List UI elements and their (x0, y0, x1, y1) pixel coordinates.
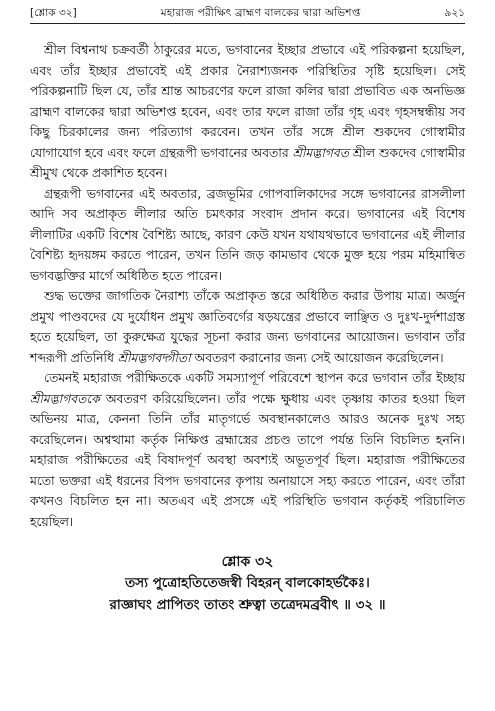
running-title: মহারাজ পরীক্ষিৎ ব্রাহ্মণ বালকের দ্বারা অভিশপ্ত (160, 7, 361, 19)
verse-title: শ্লোক ৩২ (221, 554, 274, 570)
verse-block (30, 552, 465, 616)
scripture-title: শ্রীমদ্ভাগবতকে (30, 391, 100, 406)
page-number: ৯২১ (444, 7, 465, 19)
paragraph: তেমনই মহারাজ পরীক্ষিতকে একটি সমস্যাপূর্ণ পরিবেশে স্থাপন করে ভগবান তাঁর ইচ্ছায় শ্রীমদ্ভাগবতকে অবতরণ করিয়েছিলেন। তাঁর পক্ষে ক্ষুধায় এবং তৃষ্ণায় কাতর হওয়া ছিল অভিনয় মাত্র, কেননা তিনি তাঁর মাতৃগর্ভে অবস্থানকালেও আরও অনেক দুঃখ সহ্য করেছিলেন। অশ্বত্থামা কর্তৃক নিক্ষিপ্ত ব্রহ্মাস্ত্রের প্রচণ্ড তাপে পর্যন্ত তিনি বিচলিত হননি। মহারাজ পরীক্ষিতের এই বিষাদপূর্ণ অবস্থা অবশ্যই অভূতপূর্ব ছিল। মহারাজ পরীক্ষিতের মতো ভক্তরা এই ধরনের বিপদ ভগবানের কৃপায় অনায়াসে সহ্য করতে পারেন, এবং তাঁরা কখনও বিচলিত হন না। অতএব এই প্রসঙ্গে এই পরিস্থিতি ভগবান কর্তৃকই পরিচালিত হয়েছিল। (30, 371, 465, 529)
purport-text (30, 40, 465, 532)
verse-line: তস্য পুত্রোহতিতেজস্বী বিহরন্ বালকোহর্ভকৈঃ। (125, 575, 370, 591)
paragraph: গ্রন্থরূপী ভগবানের এই অবতার, ব্রজভূমির গোপবালিকাদের সঙ্গে ভগবানের রাসলীলা আদি সব অপ্রাকৃত লীলার অতি চমৎকার সংবাদ প্রদান করে। ভগবানের এই বিশেষ লীলাটির একটি বিশেষ বৈশিষ্ট্য আছে, কারণ কেউ যখন যথাযথভাবে ভগবানের এই লীলার বৈশিষ্ট্য হৃদয়ঙ্গম করতে পারেন, তখন তিনি জড় কামভাব থেকে মুক্ত হয়ে পরম মহিমান্বিত ভগবদ্ভক্তির মার্গে অধিষ্ঠিত হতে পারেন। (30, 186, 465, 283)
page-header (30, 6, 465, 24)
paragraph: শুদ্ধ ভক্তের জাগতিক নৈরাশ্য তাঁকে অপ্রাকৃত স্তরে অধিষ্ঠিত করার উপায় মাত্র। অর্জুন প্রমুখ পাণ্ডবদের যে দুর্যোধন প্রমুখ জ্ঞাতিবর্গের ষড়যন্ত্রের প্রভাবে লাঞ্ছিত ও দুঃখ-দুর্দশাগ্রস্ত হতে হয়েছিল, তা কুরুক্ষেত্র যুদ্ধের সূচনা করার জন্য ভগবানের আয়োজন। ভগবান তাঁর শব্দরূপী প্রতিনিধি শ্রীমদ্ভগবদ্গীতা অবতরণ করানোর জন্য সেই আয়োজন করেছিলেন। (30, 289, 465, 365)
scripture-title: শ্রীমদ্ভগবদ্গীতা (117, 350, 191, 365)
paragraph: শ্রীল বিশ্বনাথ চক্রবর্তী ঠাকুরের মতে, ভগবানের ইচ্ছার প্রভাবে এই পরিকল্পনা হয়েছিল, এবং তাঁর ইচ্ছার প্রভাবেই এই প্রকার নৈরাশ্যজনক পরিস্থিতির সৃষ্টি হয়েছিল। সেই পরিকল্পনাটি ছিল যে, তাঁর শ্রান্ত আচরণের ফলে রাজা কলির দ্বারা প্রভাবিত এক অনভিজ্ঞ ব্রাহ্মণ বালকের দ্বারা অভিশপ্ত হবেন, এবং তার ফলে রাজা তাঁর গৃহ এবং গৃহসম্বন্ধীয় সব কিছু চিরকালের জন্য পরিত্যাগ করবেন। তখন তাঁর সঙ্গে শ্রীল শুকদেব গোস্বামীর যোগাযোগ হবে এবং ফলে গ্রন্থরূপী ভগবানের অবতার শ্রীমদ্ভাগবত শ্রীল শুকদেব গোস্বামীর শ্রীমুখ থেকে প্রকাশিত হবেন। (30, 43, 466, 180)
verse-line: রাজ্ঞাঘং প্রাপিতং তাতং শ্রুত্বা তত্রেদমব্রবীৎ ॥ ৩২ ॥ (109, 597, 386, 613)
scripture-title: শ্রীমদ্ভাগবত (292, 145, 349, 160)
verse-reference: [শ্লোক ৩২] (30, 7, 77, 19)
